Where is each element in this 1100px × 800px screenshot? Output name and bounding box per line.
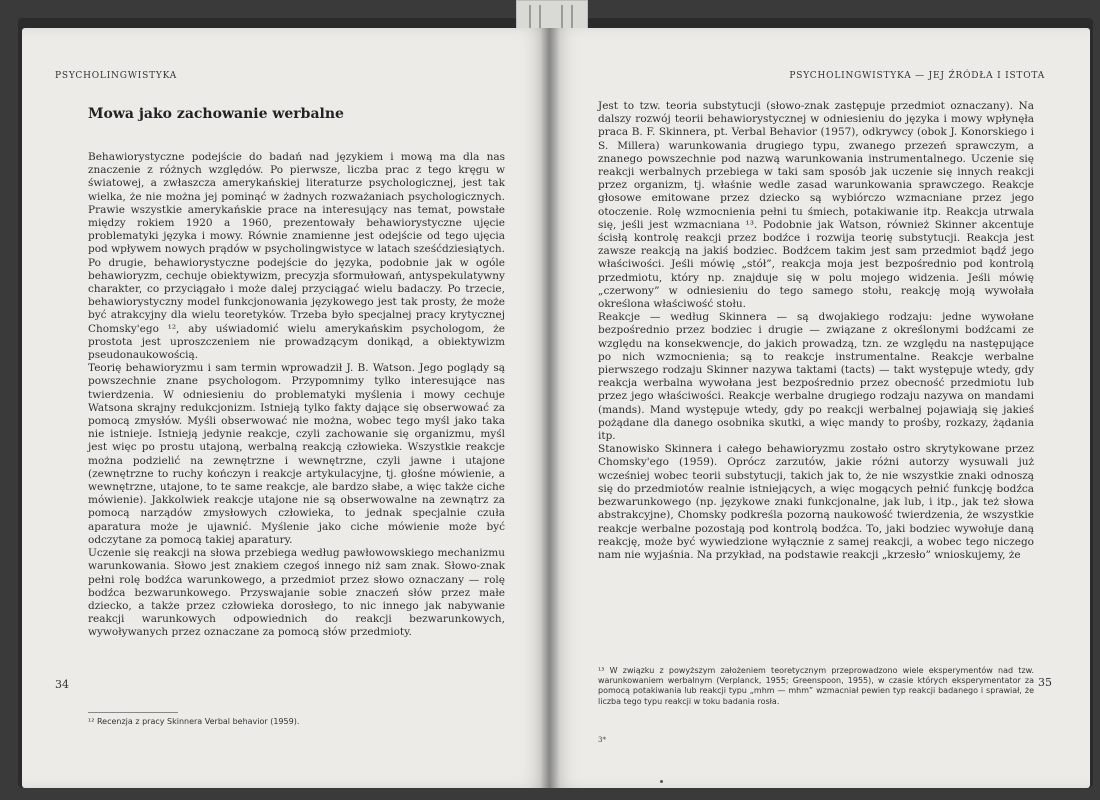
paragraph: Uczenie się reakcji na słowa przebiega według pawłowowskiego mechanizmu warunkowania. Słowo jest znakiem czegoś innego niż sam znak. Słowo-znak pełni rolę bodźca warunkowego, a przedmiot przez słowo oznaczany — rolę bodźca bezwarunkowego. Przyswajanie sobie znaczeń słów przez małe dziecko, a także przez człowieka dorosłego, to nic innego jak nabywanie reakcji warunkowych odpowiednich do reakcji bezwarunkowych, wywoływanych przez oznaczane za pomocą słów przedmioty. <box>88 547 505 639</box>
section-title: Mowa jako zachowanie werbalne <box>88 106 344 122</box>
footnote: ¹³ W związku z powyższym założeniem teoretycznym przeprowadzono wiele eksperymentów nad tzw. warunkowaniem werbalnym (Verplanck, 1955; Greenspoon, 1955), w czasie których eksperymentator za pomocą potakiwania lub reakcji typu „mhm — mhm” wzmacniał pewien typ reakcji badanego i sprawiał, że liczba tego typu reakcji w toku badania rosła. <box>598 666 1034 706</box>
body-text <box>88 151 505 640</box>
running-head: PSYCHOLINGWISTYKA <box>55 71 178 81</box>
footnote-rule <box>88 712 178 713</box>
page-number: 35 <box>1038 676 1052 689</box>
page-number: 34 <box>55 678 69 691</box>
body-text <box>598 100 1034 562</box>
dust-speck <box>660 780 663 783</box>
paragraph: Behawiorystyczne podejście do badań nad językiem i mową ma dla nas znaczenie z różnych względów. Po pierwsze, liczba prac z tego kręgu w światowej, a zwłaszcza amerykańskiej literaturze psychologicznej, jest tak wielka, że nie można jej pominąć w żadnych rozważaniach psychologicznych. Prawie wszystkie amerykańskie prace na interesujący nas temat, powstałe między rokiem 1920 a 1960, prezentowały behawiorystyczne ujęcie problematyki języka i mowy. Równie znamienne jest odejście od tego ujęcia pod wpływem nowych prądów w psycholingwistyce w latach sześćdziesiątych. Po drugie, behawiorystyczne podejście do języka, podobnie jak w ogóle behawioryzm, cechuje obiektywizm, precyzja sformułowań, antyspekulatywny charakter, co przyciągało i może dalej przyciągać wielu badaczy. Po trzecie, behawiorystyczny model funkcjonowania językowego jest tak prosty, że może być atrakcyjny dla wielu teoretyków. Trzeba było specjalnej pracy krytycznej Chomsky'ego ¹², aby uświadomić wielu amerykańskim psychologom, że prostota jest uproszczeniem nie prowadzącym donikąd, a obiektywizm pseudonaukowością. <box>88 151 505 362</box>
right-page <box>550 28 1090 788</box>
running-head: PSYCHOLINGWISTYKA — JEJ ŹRÓDŁA I ISTOTA <box>789 71 1045 81</box>
footnotes <box>88 717 498 727</box>
paragraph: Teorię behawioryzmu i sam termin wprowadził J. B. Watson. Jego poglądy są powszechnie znane psychologom. Przypomnimy tylko interesujące nas twierdzenia. W odniesieniu do problematyki myślenia i mowy cechuje Watsona skrajny redukcjonizm. Istnieją tylko fakty dające się obserwować za pomocą zmysłów. Myśli obserwować nie można, wobec tego myśl jako taka nie istnieje. Istnieją jedynie reakcje, czyli zachowanie się organizmu, myśl jest więc po prostu utajoną, werbalną reakcją człowieka. Wszystkie reakcje można podzielić na zewnętrzne i wewnętrzne, czyli jawne i utajone (zewnętrzne to ruchy kończyn i reakcje artykulacyjne, tj. głośne mówienie, a wewnętrzne, utajone, to te same reakcje, ale bardzo słabe, a więc także ciche mówienie). Jakkolwiek reakcje utajone nie są obserwowalne na zewnątrz za pomocą narządów zmysłowych człowieka, to jednak specjalnie czuła aparatura może je ujawnić. Myślenie jako ciche mówienie może być odczytane za pomocą takiej aparatury. <box>88 362 505 546</box>
paragraph: Reakcje — według Skinnera — są dwojakiego rodzaju: jedne wywołane bezpośrednio przez bodziec i drugie — związane z określonymi bodźcami ze względu na konsekwencje, do jakich prowadzą, tzn. ze względu na następujące po nich wzmocnienia; są to reakcje instrumentalne. Reakcje werbalne pierwszego rodzaju Skinner nazywa taktami (tacts) — takt występuje wtedy, gdy reakcja werbalna wywołana jest bezpośrednio przez obecność przedmiotu lub przez jego właściwości. Reakcje werbalne drugiego rodzaju nazywa on mandami (mands). Mand występuje wtedy, gdy po reakcji werbalnej pojawiają się jakieś pożądane dla danego osobnika skutki, a więc mandy to prośby, rozkazy, żądania itp. <box>598 311 1034 443</box>
footnote: ¹² Recenzja z pracy Skinnera Verbal behavior (1959). <box>88 717 300 726</box>
signature-mark: 3* <box>598 736 606 744</box>
left-page <box>22 28 550 788</box>
book-gutter <box>540 28 560 788</box>
paragraph: Jest to tzw. teoria substytucji (słowo-znak zastępuje przedmiot oznaczany). Na dalszy rozwój teorii behawiorystycznej w odniesieniu do języka i mowy wpłynęła praca B. F. Skinnera, pt. Verbal Behavior (1957), odkrywcy (obok J. Konorskiego i S. Millera) warunkowania drugiego typu, zwanego przezeń sprawczym, a znanego powszechnie pod nazwą warunkowania instrumentalnego. Uczenie się reakcji werbalnych przebiega w taki sam sposób jak uczenie się innych reakcji przez organizm, tj. właśnie wedle zasad warunkowania sprawczego. Reakcje głosowe emitowane przez dziecko są wybiórczo wzmacniane przez jego otoczenie. Rolę wzmocnienia pełni tu śmiech, potakiwanie itp. Reakcja utrwala się, jeśli jest wzmacniana ¹³. Podobnie jak Watson, również Skinner akcentuje ścisłą kontrolę reakcji przez bodźce i rozwija teorię substytucji. Reakcja jest zawsze reakcją na jakiś bodziec. Bodźcem takim jest sam przedmiot bądź jego właściwości. Jeśli mówię „stół”, reakcja moja jest bezpośrednio pod kontrolą przedmiotu, który np. znajduje się w polu mojego widzenia. Jeśli mówię „czerwony” w odniesieniu do tego samego stołu, reakcję moją wywołała określona właściwość stołu. <box>598 100 1034 311</box>
paragraph: Stanowisko Skinnera i całego behawioryzmu zostało ostro skrytykowane przez Chomsky'ego (1959). Oprócz zarzutów, jakie różni autorzy wysuwali już wcześniej wobec teorii substytucji, takich jak to, że nie wszystkie znaki odnoszą się do przedmiotów realnie istniejących, a więc mogących pełnić funkcję bodźca bezwarunkowego (np. językowe znaki funkcjonalne, jak lub, i itp., jak też słowa abstrakcyjne), Chomsky podkreśla pozorną naukowość twierdzenia, że wszystkie reakcje werbalne pozostają pod kontrolą bodźca. To, jaki bodziec wywołuje daną reakcję, może być wywiedzione wyłącznie z samej reakcji, a wobec tego niczego nam nie wyjaśnia. Na przykład, na podstawie reakcji „krzesło” wnioskujemy, że <box>598 443 1034 561</box>
footnotes <box>598 666 1034 707</box>
